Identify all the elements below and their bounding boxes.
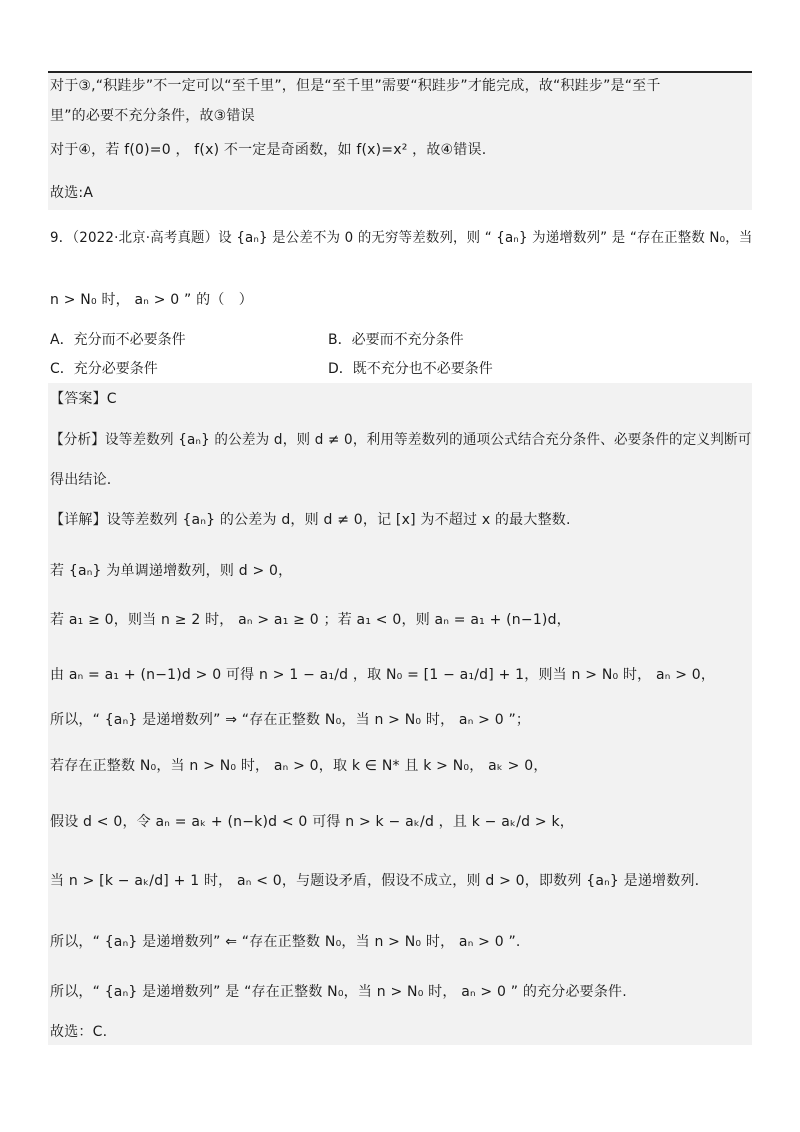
detail-step-2: 若 a₁ ≥ 0，则当 n ≥ 2 时， aₙ > a₁ ≥ 0 ；若 a₁ < 0，则 aₙ = a₁ + (n−1)d， (50, 612, 571, 628)
option-b: B．必要而不充分条件 (328, 332, 464, 348)
detail-step-5: 若存在正整数 N₀，当 n > N₀ 时， aₙ > 0，取 k ∈ N* 且 k > N₀， aₖ > 0， (50, 758, 548, 774)
question-stem-line-2: n > N₀ 时， aₙ > 0 ” 的（ ） (50, 292, 253, 308)
prev-solution-line-1: 对于③,“积跬步”不一定可以“至千里”，但是“至千里”需要“积跬步”才能完成，故“积跬步”是“至千 (50, 78, 661, 94)
detail-line-1: 【详解】设等差数列 {aₙ} 的公差为 d，则 d ≠ 0，记 [x] 为不超过 x 的最大整数. (50, 512, 571, 528)
analysis-line-1: 【分析】设等差数列 {aₙ} 的公差为 d，则 d ≠ 0，利用等差数列的通项公式结合充分条件、必要条件的定义判断可 (50, 432, 752, 448)
option-a: A．充分而不必要条件 (50, 332, 186, 348)
detail-step-1: 若 {aₙ} 为单调递增数列，则 d > 0， (50, 563, 293, 579)
analysis-line-2: 得出结论. (50, 472, 112, 488)
prev-answer-line: 故选:A (50, 185, 94, 201)
detail-step-4: 所以，“ {aₙ} 是递增数列” ⇒ “存在正整数 N₀，当 n > N₀ 时， aₙ > 0 ”； (50, 712, 531, 728)
prev-solution-line-3: 对于④，若 f(0)=0 ， f(x) 不一定是奇函数，如 f(x)=x² ，故④错误. (50, 142, 487, 158)
prev-solution-line-2: 里”的必要不充分条件，故③错误 (50, 108, 255, 124)
option-d: D．既不充分也不必要条件 (328, 361, 493, 377)
detail-step-8: 所以，“ {aₙ} 是递增数列” ⇐ “存在正整数 N₀，当 n > N₀ 时， aₙ > 0 ”. (50, 934, 521, 950)
detail-step-6: 假设 d < 0，令 aₙ = aₖ + (n−k)d < 0 可得 n > k − aₖ/d ，且 k − aₖ/d > k， (50, 814, 574, 830)
detail-step-9: 所以，“ {aₙ} 是递增数列” 是 “存在正整数 N₀，当 n > N₀ 时， aₙ > 0 ” 的充分必要条件. (50, 984, 627, 1000)
detail-step-7: 当 n > [k − aₖ/d] + 1 时， aₙ < 0，与题设矛盾，假设不成立，则 d > 0，即数列 {aₙ} 是递增数列. (50, 873, 700, 889)
detail-step-3: 由 aₙ = a₁ + (n−1)d > 0 可得 n > 1 − a₁/d ，取 N₀ = [1 − a₁/d] + 1，则当 n > N₀ 时， aₙ > 0， (50, 667, 716, 683)
question-stem-line-1: 9．（2022·北京·高考真题）设 {aₙ} 是公差不为 0 的无穷等差数列，则 “ {aₙ} 为递增数列” 是 “存在正整数 N₀，当 (50, 230, 753, 246)
option-c: C．充分必要条件 (50, 361, 158, 377)
answer-line: 【答案】C (50, 391, 117, 407)
final-answer-line: 故选：C. (50, 1024, 108, 1040)
